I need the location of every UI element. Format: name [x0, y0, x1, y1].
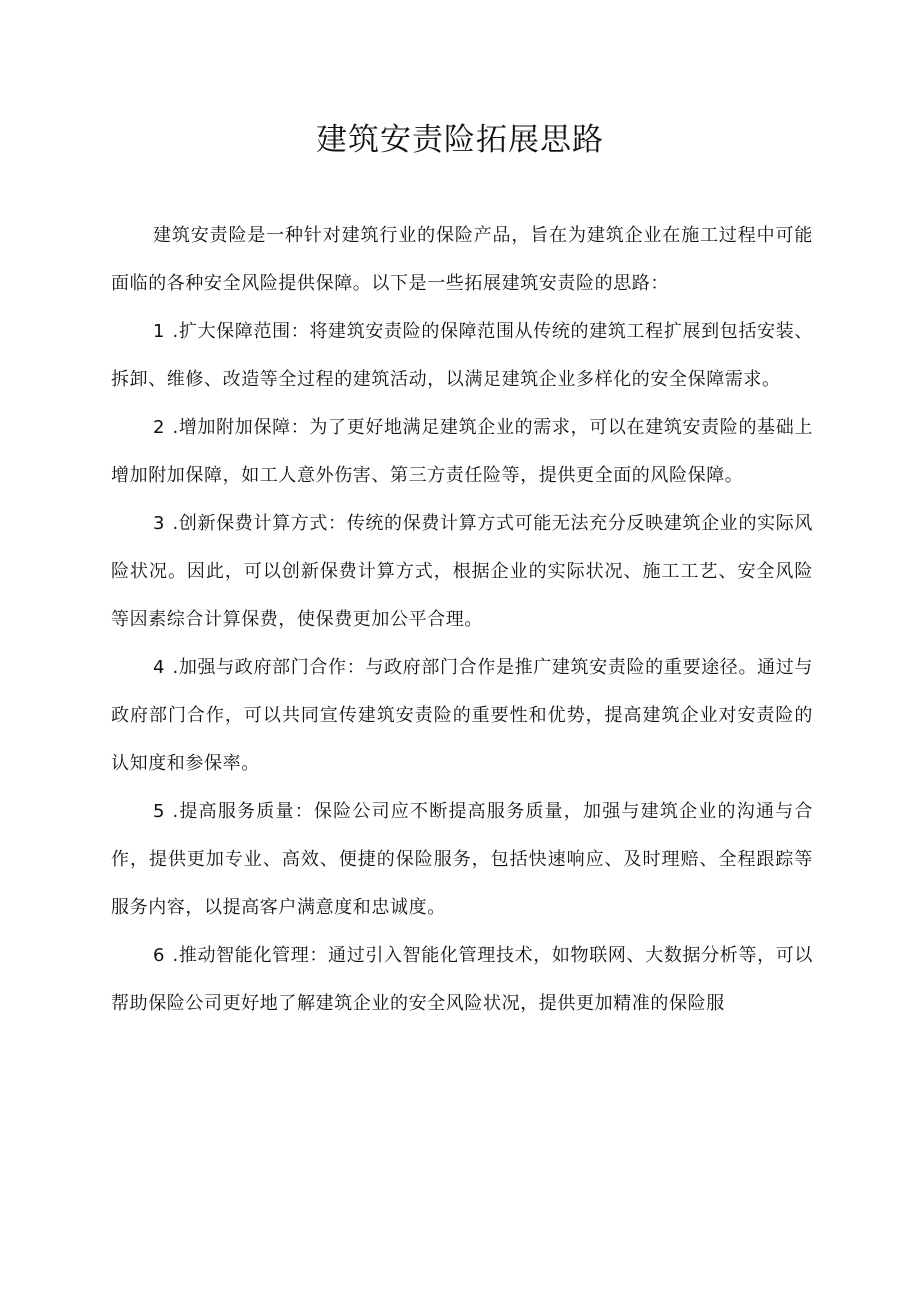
item-number: 5 — [153, 801, 165, 822]
item-text: .加强与政府部门合作：与政府部门合作是推广建筑安责险的重要途径。通过与政府部门合作，可以共同宣传建筑安责险的重要性和优势，提高建筑企业对安责险的认知度和参保率。 — [111, 657, 813, 774]
list-item — [111, 404, 813, 500]
item-number: 3 — [153, 513, 165, 534]
document-body — [111, 212, 813, 1028]
item-text: .增加附加保障：为了更好地满足建筑企业的需求，可以在建筑安责险的基础上增加附加保障，如工人意外伤害、第三方责任险等，提供更全面的风险保障。 — [111, 417, 813, 486]
item-text: .创新保费计算方式：传统的保费计算方式可能无法充分反映建筑企业的实际风险状况。因此，可以创新保费计算方式，根据企业的实际状况、施工工艺、安全风险等因素综合计算保费，使保费更加公平合理。 — [111, 513, 813, 630]
intro-paragraph: 建筑安责险是一种针对建筑行业的保险产品，旨在为建筑企业在施工过程中可能面临的各种安全风险提供保障。以下是一些拓展建筑安责险的思路： — [111, 225, 813, 294]
item-text: .推动智能化管理：通过引入智能化管理技术，如物联网、大数据分析等，可以帮助保险公司更好地了解建筑企业的安全风险状况，提供更加精准的保险服 — [111, 945, 813, 1014]
item-number: 2 — [153, 417, 165, 438]
list-item — [111, 932, 813, 1028]
list-item — [111, 308, 813, 404]
item-text: .提高服务质量：保险公司应不断提高服务质量，加强与建筑企业的沟通与合作，提供更加专业、高效、便捷的保险服务，包括快速响应、及时理赔、全程跟踪等服务内容，以提高客户满意度和忠诚度。 — [111, 801, 813, 918]
list-item — [111, 788, 813, 932]
list-item — [111, 500, 813, 644]
item-text: .扩大保障范围：将建筑安责险的保障范围从传统的建筑工程扩展到包括安装、拆卸、维修、改造等全过程的建筑活动，以满足建筑企业多样化的安全保障需求。 — [111, 321, 813, 390]
list-item — [111, 644, 813, 788]
item-number: 1 — [153, 321, 165, 342]
item-number: 6 — [153, 945, 165, 966]
item-number: 4 — [153, 657, 165, 678]
document-title: 建筑安责险拓展思路 — [316, 122, 604, 158]
